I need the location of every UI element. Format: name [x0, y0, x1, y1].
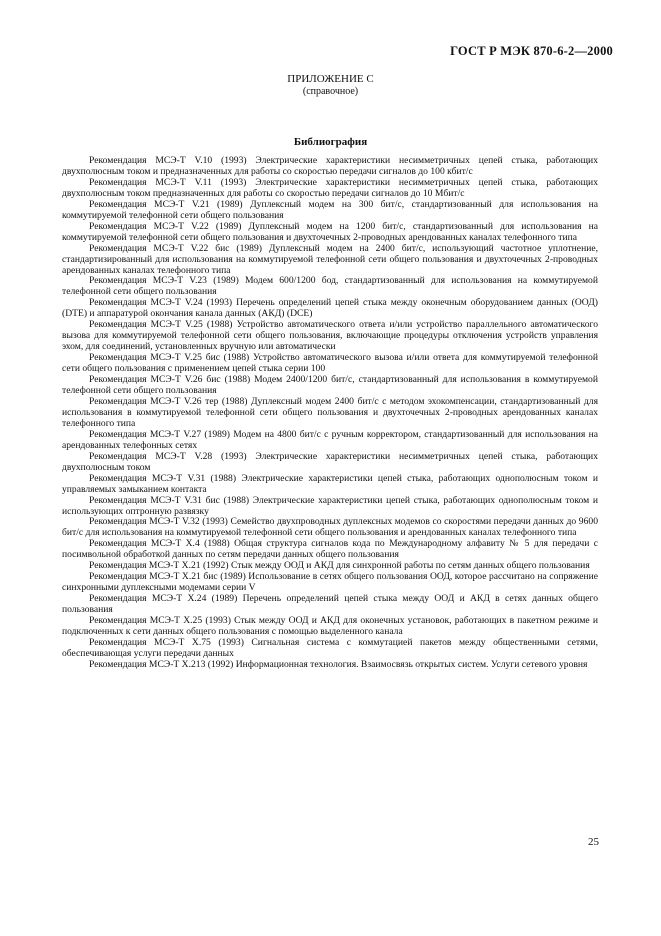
bibliography-entry-v25bis: Рекомендация МСЭ-Т V.25 бис (1988) Устройство автоматического вызова и/или ответа для коммутируемой телефонной сети общего пользования с применением цепей стыка серии 100 [62, 352, 598, 375]
bibliography-entry-x213: Рекомендация МСЭ-Т X.213 (1992) Информационная технология. Взаимосвязь открытых систем. Услуги сетевого уровня [89, 658, 588, 670]
bibliography-list [62, 156, 598, 671]
bibliography-entry-v26bis: Рекомендация МСЭ-Т V.26 бис (1988) Модем 2400/1200 бит/с, стандартизованный для использования в коммутируемой телефонной сети общего пользования [62, 374, 598, 397]
bibliography-entry-v27: Рекомендация МСЭ-Т V.27 (1989) Модем на 4800 бит/с с ручным корректором, стандартизованный для использования на арендованных телефонных сетях [62, 428, 598, 451]
bibliography-title: Библиография [293, 136, 368, 148]
bibliography-entry-v23: Рекомендация МСЭ-Т V.23 (1989) Модем 600/1200 бод, стандартизованный для использования на коммутируемой телефонной сети общего пользования [62, 275, 598, 298]
bibliography-entry-v22bis: Рекомендация МСЭ-Т V.22 бис (1989) Дуплексный модем на 2400 бит/с, использующий частотное уплотнение, стандартизированный для использования на коммутируемой телефонной сети общего пользования и двухточечных 2-проводных арендованных каналах телефонного типа [62, 242, 598, 276]
appendix-subtitle: (справочное) [302, 86, 359, 97]
bibliography-entry-v31bis: Рекомендация МСЭ-Т V.31 бис (1988) Электрические характеристики цепей стыка, работающих однополюсным током и использующих оптронную развязку [62, 494, 598, 517]
bibliography-entry-v24: Рекомендация МСЭ-Т V.24 (1993) Перечень определений цепей стыка между оконечным оборудованием данных (ООД) (DTE) и аппаратурой окончания канала данных (АКД) (DCE) [62, 297, 598, 320]
standard-header: ГОСТ Р МЭК 870-6-2—2000 [450, 44, 613, 58]
bibliography-entry-x24: Рекомендация МСЭ-Т X.24 (1989) Перечень определений цепей стыка между ООД и АКД в сетях данных общего пользования [62, 593, 598, 616]
bibliography-entry-v10: Рекомендация МСЭ-Т V.10 (1993) Электрические характеристики несимметричных цепей стыка, работающих двухполюсным током и предназначенных для работы со скоростью передачи сигналов до 100 кбит/с [62, 155, 598, 177]
bibliography-entry-x75: Рекомендация МСЭ-Т X.75 (1993) Сигнальная система с коммутацией пакетов между общественными сетями, обеспечивающая услуги передачи данных [62, 636, 598, 659]
page-number: 25 [588, 836, 599, 848]
bibliography-entry-v21: Рекомендация МСЭ-Т V.21 (1989) Дуплексный модем на 300 бит/с, стандартизованный для использования на коммутируемой телефонной сети общего пользования [62, 198, 598, 221]
appendix-title: ПРИЛОЖЕНИЕ С [287, 73, 374, 85]
bibliography-entry-v25: Рекомендация МСЭ-Т V.25 (1988) Устройство автоматического ответа и/или устройство параллельного автоматического вызова для коммутируемой телефонной сети общего пользования, включающие процедуры отключения устройств управления эхом, для соединений, установленных вручную или автоматически [62, 319, 598, 353]
bibliography-entry-v31: Рекомендация МСЭ-Т V.31 (1988) Электрические характеристики цепей стыка, работающих однополюсным током и управляемых замыканием контакта [62, 472, 598, 495]
bibliography-entry-x21bis: Рекомендация МСЭ-Т X.21 бис (1989) Использование в сетях общего пользования ООД, которое рассчитано на сопряжение синхронными дуплексными модемами серии V [62, 571, 598, 594]
bibliography-entry-x25: Рекомендация МСЭ-Т X.25 (1993) Стык между ООД и АКД для оконечных установок, работающих в пакетном режиме и подключенных к сети данных общего пользования с помощью выделенного канала [62, 615, 598, 637]
bibliography-entry-v28: Рекомендация МСЭ-Т V.28 (1993) Электрические характеристики несимметричных цепей стыка, работающих двухполюсным током [62, 450, 598, 473]
bibliography-entry-v26ter: Рекомендация МСЭ-Т V.26 тер (1988) Дуплексный модем 2400 бит/с с методом эхокомпенсации, стандартизованный для использования в коммутируемой телефонной сети общего пользования и двухточечных 2-проводных арендованных каналах телефонного типа [62, 395, 598, 429]
bibliography-entry-v22: Рекомендация МСЭ-Т V.22 (1989) Дуплексный модем на 1200 бит/с, стандартизованный для использования на коммутируемой телефонной сети общего пользования и двухточечных 2-проводных арендованных каналах телефонного типа [62, 220, 598, 243]
bibliography-entry-v11: Рекомендация МСЭ-Т V.11 (1993) Электрические характеристики несимметричных цепей стыка, работающих двухполюсным током предназначенных для работы со скоростью передачи сигналов до 10 Мбит/с [62, 176, 598, 199]
bibliography-entry-v32: Рекомендация МСЭ-Т V.32 (1993) Семейство двухпроводных дуплексных модемов со скоростями передачи данных до 9600 бит/с для использования на коммутируемой телефонной сети общего пользования и арендованных каналах телефонного типа [62, 516, 598, 539]
bibliography-entry-x21: Рекомендация МСЭ-Т X.21 (1992) Стык между ООД и АКД для синхронной работы по сетям данных общего пользования [89, 560, 590, 572]
bibliography-entry-x4: Рекомендация МСЭ-Т X.4 (1988) Общая структура сигналов кода по Международному алфавиту № 5 для передачи с посимвольной обработкой данных по сетям передачи данных общего пользования [62, 538, 598, 561]
